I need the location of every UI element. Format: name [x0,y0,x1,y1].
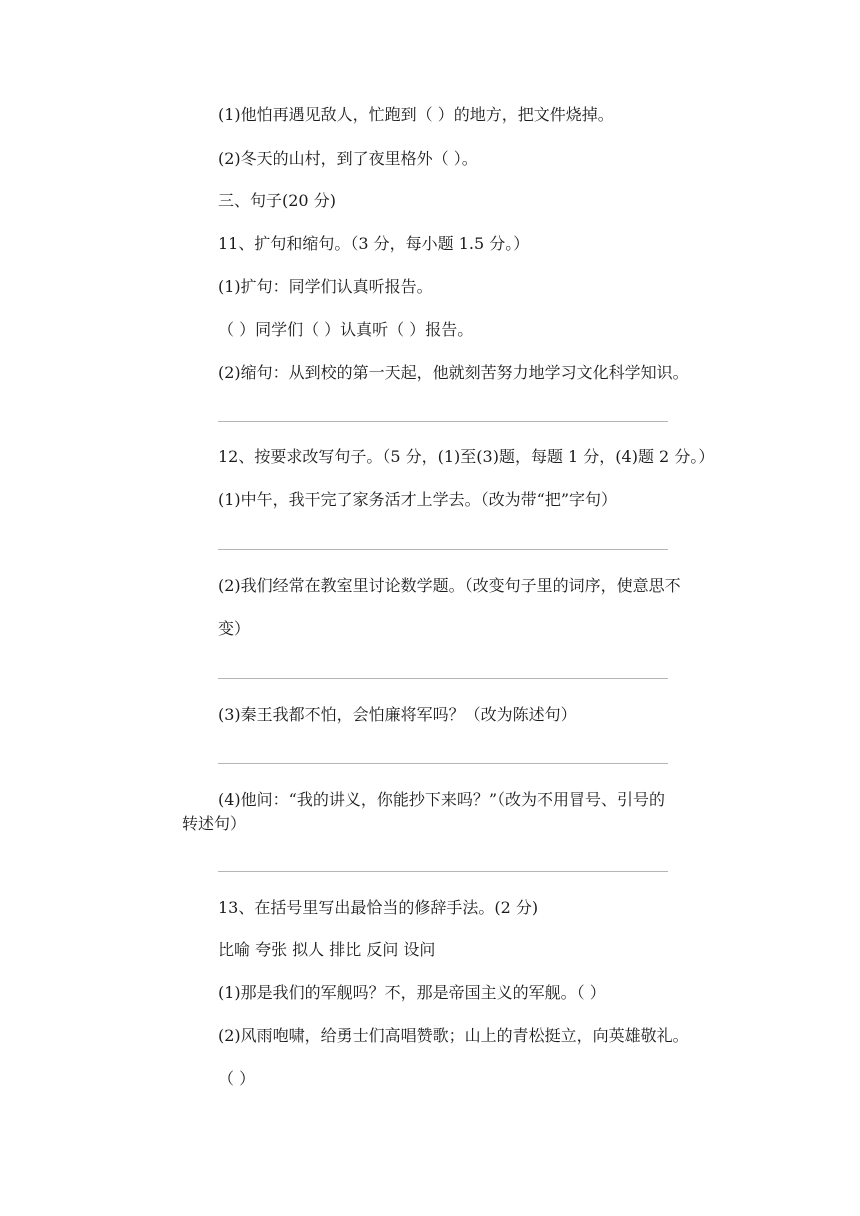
rhetoric-options: 比喻 夸张 拟人 排比 反问 设问 [218,940,436,959]
question-13-item-1: (1)那是我们的军舰吗？不，那是帝国主义的军舰。（ ） [218,983,606,1002]
answer-line[interactable] [218,678,668,679]
section-heading-sentences: 三、句子(20 分) [218,191,336,210]
question-12-item-2-continued: 变） [218,619,251,638]
answer-line[interactable] [218,871,668,872]
question-11-item-2: (2)缩句：从到校的第一天起，他就刻苦努力地学习文化科学知识。 [218,363,689,382]
question-12-heading: 12、按要求改写句子。（5 分，(1)至(3)题，每题 1 分，(4)题 2 分。） [218,447,715,466]
question-12-item-3: (3)秦王我都不怕，会怕廉将军吗？（改为陈述句） [218,705,577,724]
question-12-item-2: (2)我们经常在教室里讨论数学题。（改变句子里的词序，使意思不 [218,576,681,595]
answer-line[interactable] [218,763,668,764]
question-13-heading: 13、在括号里写出最恰当的修辞手法。(2 分) [218,898,539,917]
question-12-item-1: (1)中午，我干完了家务活才上学去。（改为带“把”字句） [218,490,618,509]
question-11-heading: 11、扩句和缩句。（3 分，每小题 1.5 分。） [218,234,530,253]
answer-line[interactable] [218,421,668,422]
question-12-item-4-continued: 转述句） [182,814,247,833]
question-10-item-1: (1)他怕再遇见敌人，忙跑到（ ）的地方，把文件烧掉。 [218,105,614,124]
question-13-item-2: (2)风雨咆啸，给勇士们高唱赞歌；山上的青松挺立，向英雄敬礼。 [218,1026,689,1045]
question-11-item-1-blanks: （ ）同学们（ ）认真听（ ）报告。 [218,320,474,339]
question-13-item-2-blank: （ ） [218,1069,256,1088]
question-10-item-2: (2)冬天的山村，到了夜里格外（ ）。 [218,149,478,168]
question-12-item-4: (4)他问：“我的讲义，你能抄下来吗？”（改为不用冒号、引号的 [218,790,666,809]
answer-line[interactable] [218,549,668,550]
question-11-item-1: (1)扩句：同学们认真听报告。 [218,277,433,296]
